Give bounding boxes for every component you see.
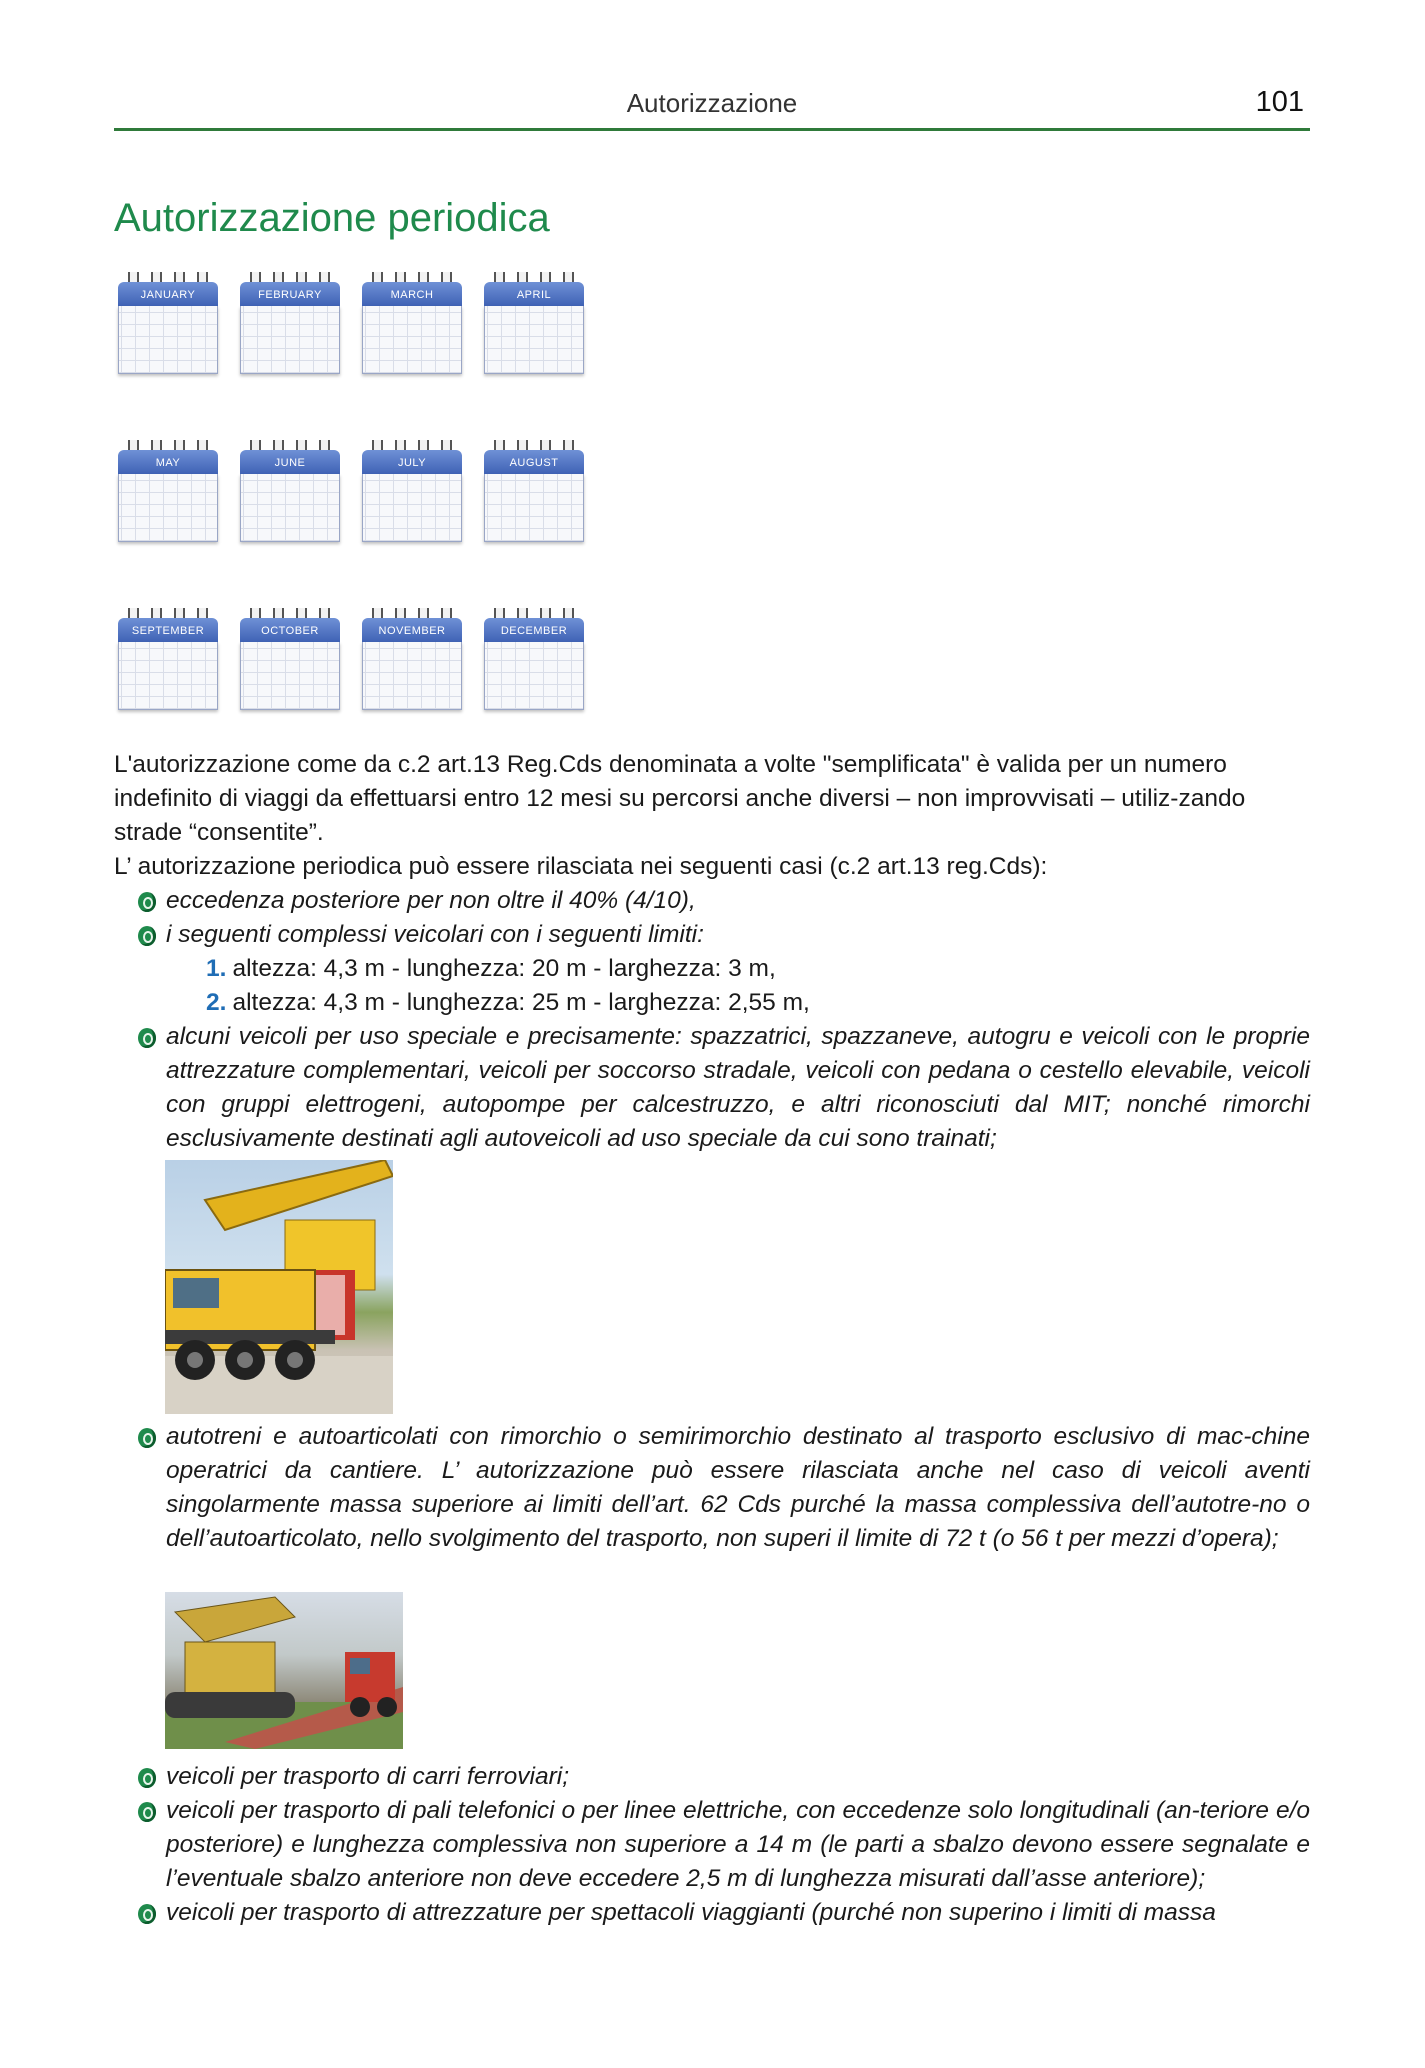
calendar-icon (362, 440, 462, 542)
intro-paragraph: L'autorizzazione come da c.2 art.13 Reg.Cds denominata a volte "semplificata" è valida per un numero indefinito di viaggi da effettuarsi entro 12 mesi su percorsi anche diversi – non improvvisati – utiliz-zando strade “consentite”. (114, 751, 1246, 846)
calendar-grid (118, 272, 584, 710)
tire-bullet-icon (138, 1028, 156, 1048)
calendar-month: APRIL (484, 282, 584, 306)
page-number: 101 (1255, 86, 1304, 118)
calendar-icon (484, 608, 584, 710)
item-text: altezza: 4,3 m - lunghezza: 20 m - larghezza: 3 m, (232, 955, 776, 982)
calendar-month: OCTOBER (240, 618, 340, 642)
item-number: 1. (206, 955, 227, 982)
bullet-list (136, 1420, 1310, 1556)
calendar-icon (240, 272, 340, 374)
item-text: altezza: 4,3 m - lunghezza: 25 m - larghezza: 2,55 m, (232, 989, 810, 1016)
calendar-month: JANUARY (118, 282, 218, 306)
excavator-transport-photo (165, 1592, 403, 1749)
list-item-text: i seguenti complessi veicolari con i seguenti limiti: (166, 921, 704, 948)
section-title: Autorizzazione periodica (114, 196, 550, 240)
calendar-month: MARCH (362, 282, 462, 306)
calendar-icon (118, 440, 218, 542)
list-item-text: alcuni veicoli per uso speciale e precisamente: spazzatrici, spazzaneve, autogru e veicoli con le proprie attrezzature complementari, veicoli per soccorso stradale, veicoli con pedana o cestello elevabile, veicoli con gruppi elettrogeni, autopompe per calcestruzzo, e altri riconosciuti dal MIT; nonché rimorchi esclusivamente destinati agli autoveicoli ad uso speciale da cui sono trainati; (166, 1023, 1310, 1152)
calendar-icon (118, 608, 218, 710)
crane-truck-photo (165, 1160, 393, 1414)
list-item (136, 1794, 1310, 1896)
running-header (114, 88, 1310, 131)
calendar-icon (484, 272, 584, 374)
bullet-list (136, 884, 1310, 1156)
list-item (136, 1760, 1310, 1794)
list-item-text: veicoli per trasporto di attrezzature per spettacoli viaggianti (purché non superino i limiti di massa (166, 1899, 1216, 1926)
intro-text (114, 748, 1310, 884)
running-title: Autorizzazione (626, 88, 798, 118)
calendar-month: SEPTEMBER (118, 618, 218, 642)
calendar-month: AUGUST (484, 450, 584, 474)
tire-bullet-icon (138, 926, 156, 946)
calendar-icon (362, 608, 462, 710)
calendar-icon (240, 440, 340, 542)
numbered-item (206, 952, 1310, 986)
bullet-list (136, 1760, 1310, 1930)
list-item-text: veicoli per trasporto di pali telefonici o per linee elettriche, con eccedenze solo longitudinali (an-teriore e/o posteriore) e lunghezza complessiva non superiore a 14 m (le parti a sbalzo devono essere segnalate e l’eventuale sbalzo anteriore non deve eccedere 2,5 m di lunghezza misurati dall’asse anteriore); (166, 1797, 1310, 1892)
tire-bullet-icon (138, 892, 156, 912)
tire-bullet-icon (138, 1904, 156, 1924)
list-item-text: eccedenza posteriore per non oltre il 40% (4/10), (166, 887, 696, 914)
calendar-month: NOVEMBER (362, 618, 462, 642)
list-item-text: autotreni e autoarticolati con rimorchio o semirimorchio destinato al trasporto esclusivo di mac-chine operatrici da cantiere. L’ autorizzazione può essere rilasciata anche nel caso di veicoli aventi singolarmente massa superiore ai limiti dell’art. 62 Cds purché la massa complessiva dell’autotre-no o dell’autoarticolato, nello svolgimento del trasporto, non superi il limite di 72 t (o 56 t per mezzi d’opera); (166, 1423, 1310, 1552)
list-item (136, 1420, 1310, 1556)
calendar-month: MAY (118, 450, 218, 474)
calendar-month: JUNE (240, 450, 340, 474)
list-item-text: veicoli per trasporto di carri ferroviari; (166, 1763, 570, 1790)
calendar-icon (240, 608, 340, 710)
tire-bullet-icon (138, 1768, 156, 1788)
list-item (136, 1896, 1310, 1930)
calendar-icon (362, 272, 462, 374)
calendar-icon (118, 272, 218, 374)
calendar-month: FEBRUARY (240, 282, 340, 306)
list-item (136, 918, 1310, 1020)
intro-paragraph: L’ autorizzazione periodica può essere rilasciata nei seguenti casi (c.2 art.13 reg.Cds): (114, 853, 1048, 880)
numbered-item (206, 986, 1310, 1020)
calendar-icon (484, 440, 584, 542)
calendar-month: DECEMBER (484, 618, 584, 642)
tire-bullet-icon (138, 1802, 156, 1822)
list-item (136, 1020, 1310, 1156)
item-number: 2. (206, 989, 227, 1016)
calendar-month: JULY (362, 450, 462, 474)
tire-bullet-icon (138, 1428, 156, 1448)
list-item (136, 884, 1310, 918)
numbered-list (166, 952, 1310, 1020)
